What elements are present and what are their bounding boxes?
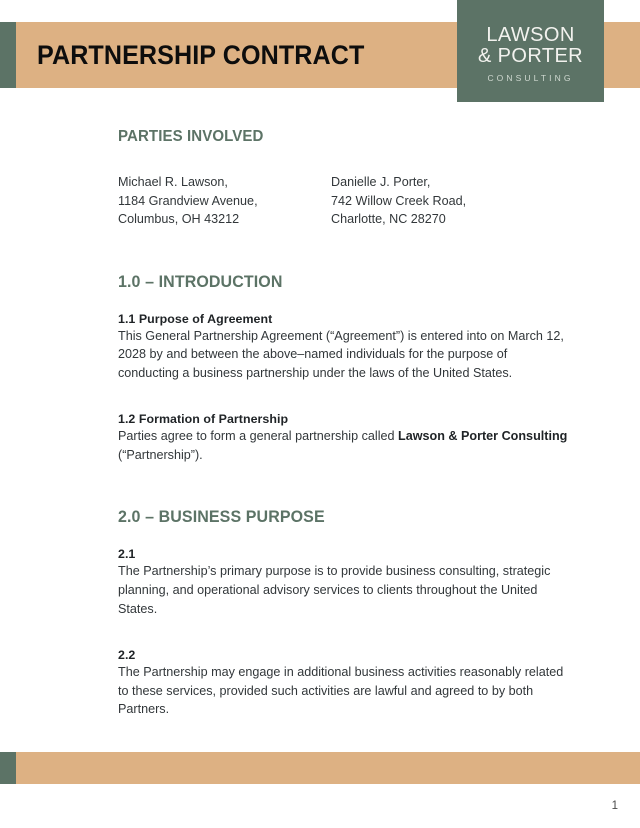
clause-1-2-text-prefix: Parties agree to form a general partnership called <box>118 429 399 444</box>
parties-heading: PARTIES INVOLVED <box>118 128 264 145</box>
logo-line-1: LAWSON <box>486 24 575 46</box>
clause-1-2-title: 1.2 Formation of Partnership <box>118 412 289 427</box>
document-body <box>118 128 570 735</box>
spacer <box>118 398 570 412</box>
party-left-city: Columbus, OH 43212 <box>118 212 240 226</box>
clause-1-1-text-prefix: This General Partnership Agreement (“Agreement”) is entered into on March 12, 2028 by and between the above–named individuals for the purpose of conducting a business partnership under the laws of the United States. <box>118 328 564 380</box>
clause-1-2-text-bold: Lawson & Porter Consulting <box>398 429 568 444</box>
clause-2-2-title: 2.2 <box>118 648 136 663</box>
page-number: 1 <box>611 800 618 812</box>
party-left-name: Michael R. Lawson, <box>118 175 228 189</box>
party-left-street: 1184 Grandview Avenue, <box>118 193 258 208</box>
clause-1-1 <box>118 312 570 383</box>
footer-accent-block <box>0 752 16 784</box>
clause-2-1 <box>118 547 570 618</box>
clause-2-1-title: 2.1 <box>118 547 136 562</box>
logo-subtitle: CONSULTING <box>487 73 574 83</box>
page-title: PARTNERSHIP CONTRACT <box>37 40 365 70</box>
parties-row <box>118 173 570 229</box>
party-right-name: Danielle J. Porter, <box>331 175 431 189</box>
company-logo <box>457 0 604 102</box>
party-left <box>118 173 331 229</box>
clause-1-2 <box>118 412 570 464</box>
clause-1-1-title: 1.1 Purpose of Agreement <box>118 311 273 326</box>
logo-line-2: & PORTER <box>477 45 584 67</box>
clause-1-2-text-suffix: (“Partnership”). <box>118 447 203 462</box>
clause-1-2-body <box>118 427 570 464</box>
header-accent-block <box>0 22 16 88</box>
section-heading-2: 2.0 – BUSINESS PURPOSE <box>118 508 325 527</box>
spacer <box>118 480 570 508</box>
clause-2-2-body <box>118 663 570 719</box>
section-heading-1: 1.0 – INTRODUCTION <box>118 272 283 291</box>
clause-2-2-text-prefix: The Partnership may engage in additional business activities reasonably related to these services, provided such activities are lawful and agreed to by both Partners. <box>118 665 564 717</box>
party-right <box>331 173 544 229</box>
party-right-city: Charlotte, NC 28270 <box>331 212 446 226</box>
party-right-street: 742 Willow Creek Road, <box>331 193 467 208</box>
footer-band <box>0 752 640 784</box>
clause-2-1-text-prefix: The Partnership’s primary purpose is to provide business consulting, strategic planning, and operational advisory services to clients throughout the United States. <box>118 564 551 616</box>
spacer <box>118 634 570 648</box>
clause-2-2 <box>118 648 570 719</box>
clause-2-1-body <box>118 562 570 618</box>
clause-1-1-body <box>118 327 570 383</box>
document-header <box>0 0 640 110</box>
